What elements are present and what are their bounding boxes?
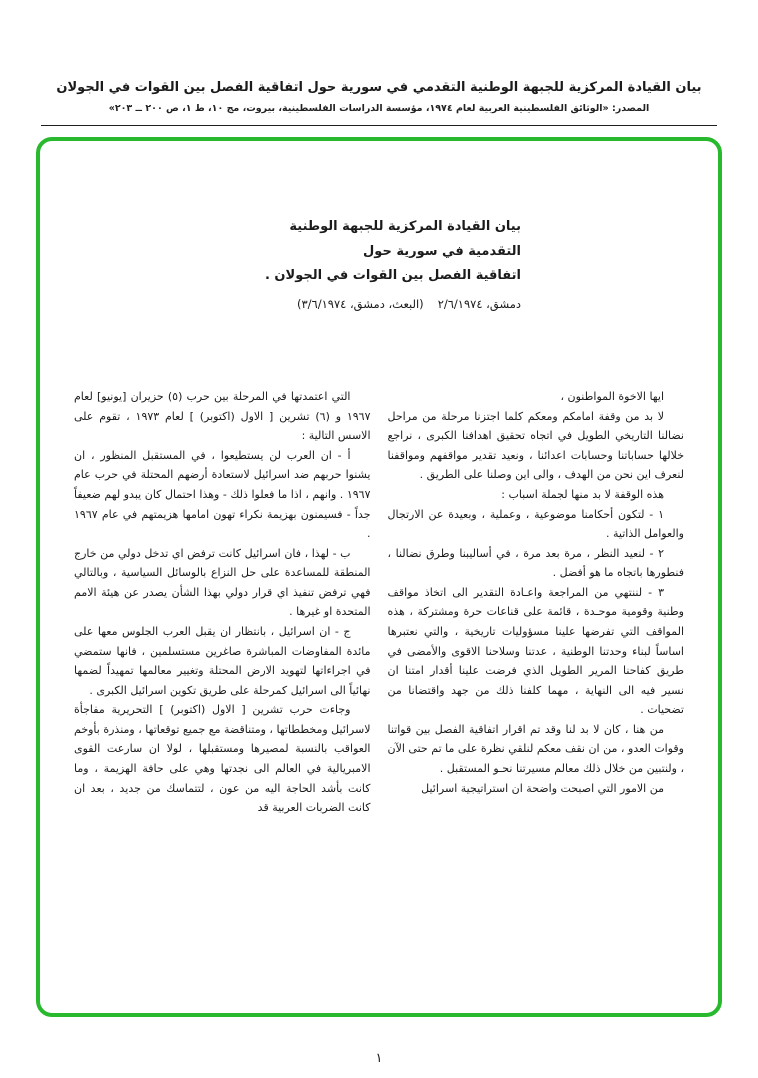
dateline xyxy=(237,297,521,311)
dateline-place-date: دمشق، ٢/٦/١٩٧٤ xyxy=(437,297,521,312)
paragraph: التي اعتمدتها في المرحلة بين حرب (٥) حزيران [يونيو] لعام ١٩٦٧ و (٦) تشرين [ الاول (اكتوبر) ] لعام ١٩٧٣ ، تقوم على الاسس التالية : xyxy=(74,390,371,443)
paragraph: هذه الوقفة لا بد منها لجملة اسباب : xyxy=(501,487,664,501)
header-divider xyxy=(41,125,717,126)
document-title-line1: بيان القيادة المركزية للجبهة الوطنية التقدمية في سورية حول xyxy=(289,219,521,259)
paragraph: ٣ - لننتهي من المراجعة واعـادة التقدير الى اتخاذ مواقف وطنية وقومية موحـدة ، قائمة على قناعات حرة ومشتركة ، هذه المواقف التي تفرضها علينا مسؤوليات تاريخية ، والتي نعتبرها اساساً لبناء وحدتنا الوطنية ، عدتنا وسلاحنا الاقوى والأمضى في طريق كفاحنا المرير الطويل الذي فرضت علينا أقدار امتنا ان نسير فيه الى النهاية ، مهما كلفنا ذلك من جهد واقتضانا من تضحيات . xyxy=(387,585,684,717)
page-number: ١ xyxy=(375,1051,383,1066)
header-source: المصدر: «الوثائق الفلسطينية العربية لعام ١٩٧٤، مؤسسة الدراسات الفلسطينية، بيروت، مج ١٠، ط ١، ص ٢٠٠ ــ ٢٠٣» xyxy=(108,103,650,114)
paragraph: من الامور التي اصبحت واضحة ان استراتيجية اسرائيل xyxy=(421,781,664,795)
document-frame xyxy=(36,137,722,1017)
paragraph: ايها الاخوة المواطنون ، xyxy=(560,390,664,404)
paragraph: ١ - لتكون أحكامنا موضوعية ، وعملية ، وبعيدة عن الارتجال والعوامل الذاتية . xyxy=(387,507,684,541)
column-right xyxy=(388,387,685,818)
paragraph: لا بد من وقفة امامكم ومعكم كلما اجتزنا مرحلة من مراحل نضالنا التاريخي الطويل في اتجاه تحقيق اهدافنا الكبرى ، نراجع خلالها حساباتنا وحسابات اعدائنا ، ونعيد تقدير مواقفهم ومواقفنا لنعرف اين نحن من الهدف ، والى اين وصلنا على الطريق . xyxy=(387,409,684,482)
page-header xyxy=(0,0,758,114)
document-title-line2: اتفاقية الفصل بين القوات في الجولان . xyxy=(264,268,521,284)
paragraph: ج - ان اسرائيل ، بانتظار ان يقبل العرب الجلوس معها على مائدة المفاوضات المباشرة صاغرين مستسلمين ، فانها ستمضي في اجراءاتها لتهويد الارض المحتلة وتغيير معالمها تمهيداً لضمها نهائياً الى اسرائيل كمرحلة على طريق تكوين اسرائيل الكبرى . xyxy=(74,625,371,697)
paragraph: ب - لهذا ، فان اسرائيل كانت ترفض اي تدخل دولي من خارج المنطقة للمساعدة على حل النزاع بالوسائل السياسية ، وبالتالي فهي ترفض تنفيذ اي قرار دولي بهذا الشأن يصدر عن هيئة الامم المتحدة او غيرها . xyxy=(74,546,371,619)
header-title: بيان القيادة المركزية للجبهة الوطنية التقدمي في سورية حول اتفاقية الفصل بين القوات في الجولان xyxy=(56,80,702,95)
dateline-source: (البعث، دمشق، ٣/٦/١٩٧٤) xyxy=(297,297,424,312)
paragraph: ٢ - لنعيد النظر ، مرة بعد مرة ، في أساليبنا وطرق نضالنا ، فنطورها باتجاه ما هو أفضل . xyxy=(387,546,684,580)
document-title xyxy=(237,215,521,289)
paragraph: من هنا ، كان لا بد لنا وقد تم اقرار اتفاقية الفصل بين قواتنا وقوات العدو ، من ان نقف معكم لنلقي نظرة على ما تم حتى الآن ، ولنتبين من خلال ذلك معالم مسيرتنا نحـو المستقبل . xyxy=(387,722,684,776)
paragraph: أ - ان العرب لن يستطيعوا ، في المستقبل المنظور ، ان يشنوا حربهم ضد اسرائيل لاستعادة أرضهم المحتلة في حرب عام ١٩٦٧ . وانهم ، اذا ما فعلوا ذلك - وهذا احتمال كان يبدو لهم ضعيفاً جداً - فسيمنون بهزيمة نكراء تهون امامها هزيمتهم في عام ١٩٦٧ . xyxy=(74,448,371,541)
paragraph: وجاءت حرب تشرين [ الاول (اكتوبر) ] التحريرية مفاجأة لاسرائيل ومخططاتها ، ومتناقضة مع جميع توقعاتها ، ومنذرة بأوخم العواقب بالنسبة لمصيرها ومستقبلها ، لولا ان سارعت القوى الامبريالية في العالم الى نجدتها وهي على حافة الهزيمة ، وما كانت بأشد الحاجة اليه من عون ، لتتماسك من جديد ، بعد ان كانت الضربات العربية قد xyxy=(74,703,371,815)
body-columns xyxy=(60,387,698,818)
column-left xyxy=(74,387,371,818)
